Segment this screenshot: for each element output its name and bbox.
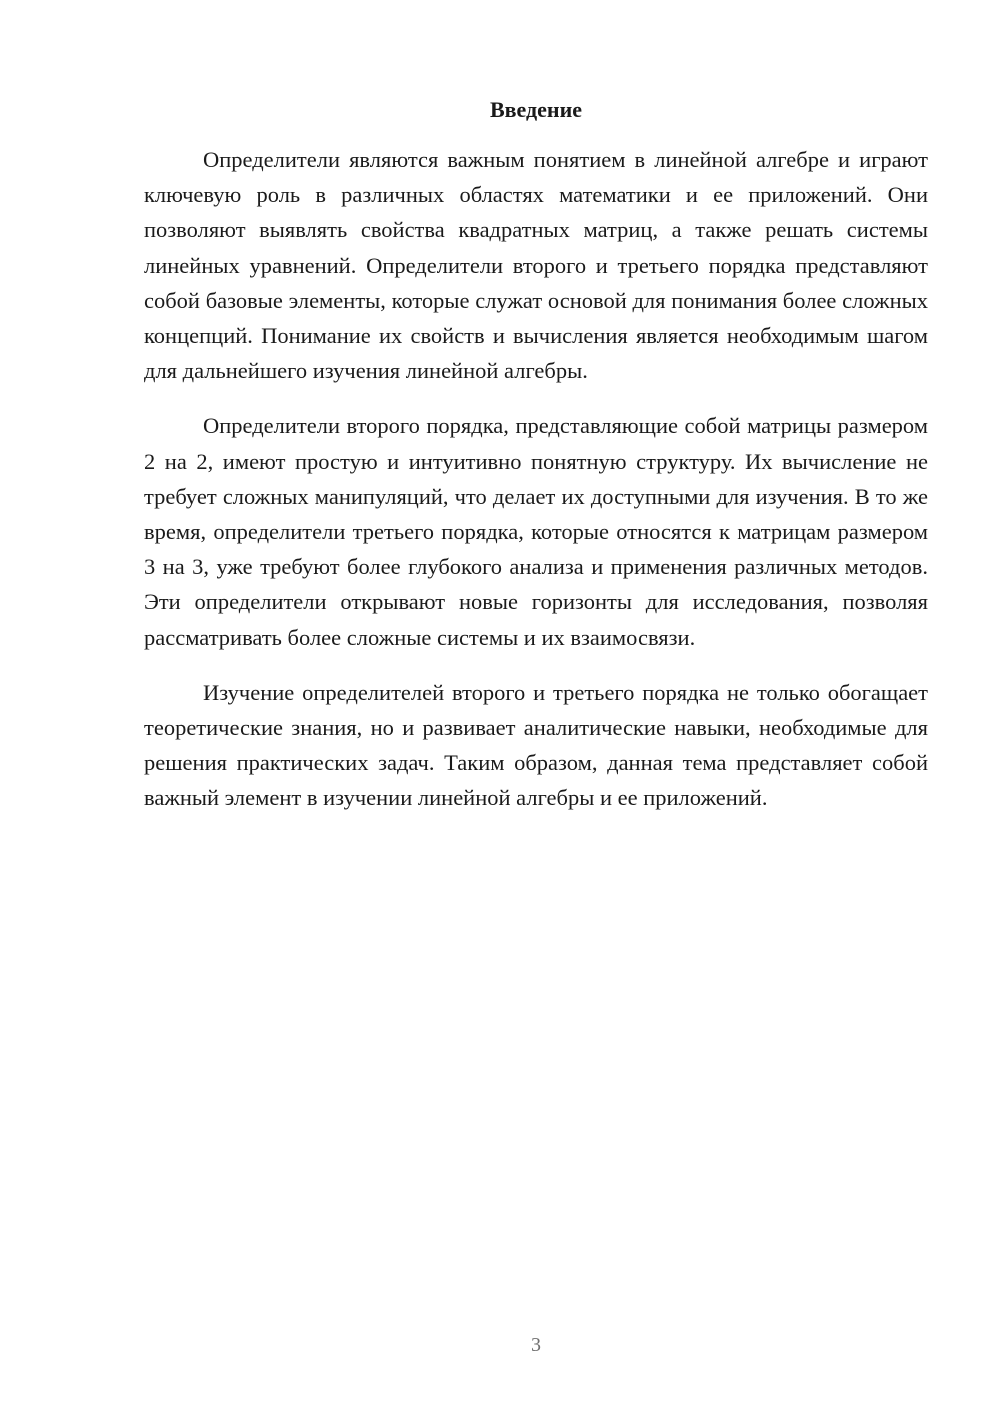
paragraph-3: Изучение определителей второго и третьего порядка не только обогащает теоретические знания, но и развивает аналитические навыки, необходимые для решения практических задач. Таким образом, данная тема представляет собой важный элемент в изучении линейной алгебры и ее приложений. bbox=[144, 679, 928, 811]
page-content bbox=[144, 96, 928, 816]
paragraph-1: Определители являются важным понятием в линейной алгебре и играют ключевую роль в различных областях математики и ее приложений. Они позволяют выявлять свойства квадратных матриц, а также решать системы линейных уравнений. Определители второго и третьего порядка представляют собой базовые элементы, которые служат основой для понимания более сложных концепций. Понимание их свойств и вычисления является необходимым шагом для дальнейшего изучения линейной алгебры. bbox=[144, 147, 928, 384]
paragraph-2: Определители второго порядка, представляющие собой матрицы размером 2 на 2, имеют простую и интуитивно понятную структуру. Их вычисление не требует сложных манипуляций, что делает их доступными для изучения. В то же время, определители третьего порядка, которые относятся к матрицам размером 3 на 3, уже требуют более глубокого анализа и применения различных методов. Эти определители открывают новые горизонты для исследования, позволяя рассматривать более сложные системы и их взаимосвязи. bbox=[144, 413, 928, 650]
page-number: 3 bbox=[531, 1334, 541, 1356]
section-title: Введение bbox=[489, 97, 583, 122]
